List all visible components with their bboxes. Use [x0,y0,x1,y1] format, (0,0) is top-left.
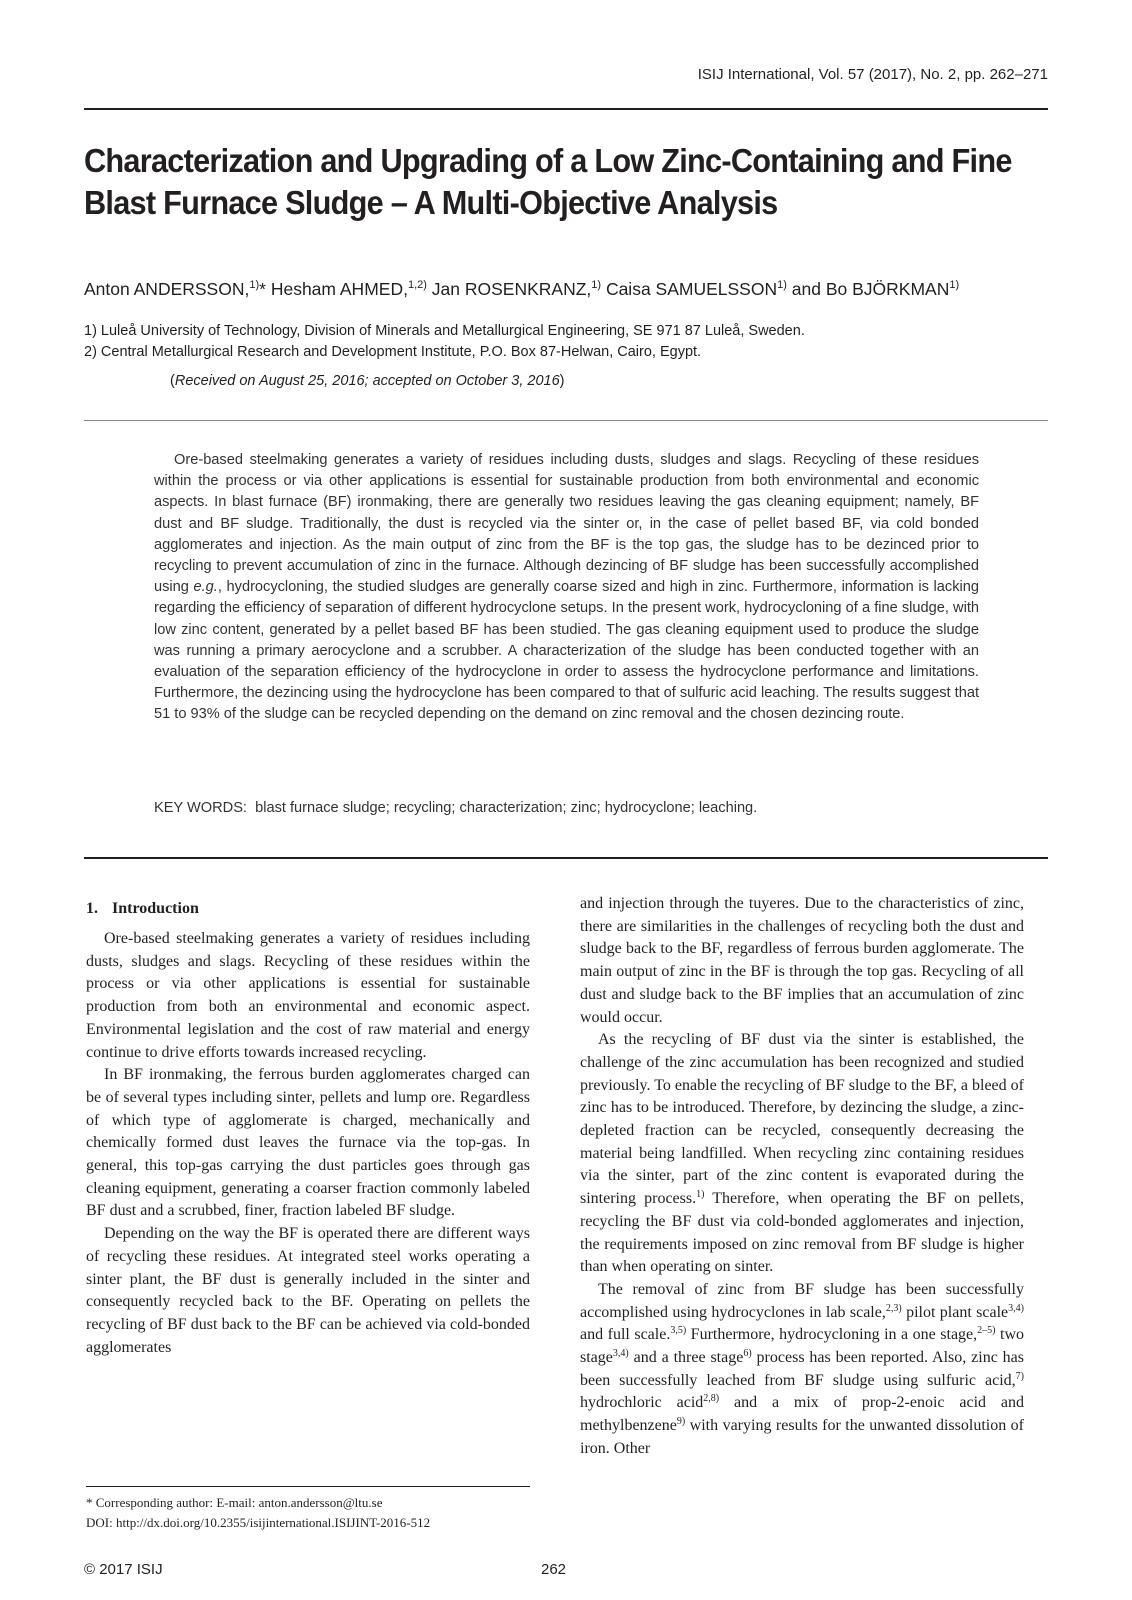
paragraph-text: with varying results for the unwanted dissolution of iron. Other [580,1417,1024,1457]
citation-ref: 3,5) [670,1325,687,1337]
citation-ref: 2–5) [977,1325,996,1337]
received-dates: (Received on August 25, 2016; accepted on October 3, 2016) [170,373,565,389]
title-line-2: Blast Furnace Sludge – A Multi-Objective Analysis [84,184,778,221]
corresponding-author-note: * Corresponding author: E-mail: anton.andersson@ltu.se [86,1495,383,1510]
author-affiliation-ref: 1,2) [407,279,427,291]
affiliation-2: 2) Central Metallurgical Research and Development Institute, P.O. Box 87-Helwan, Cairo, Egypt. [84,344,702,360]
paragraph-text: hydrochloric acid [580,1394,704,1412]
author-name: Anton ANDERSSON, [84,279,250,299]
citation-ref: 2,8) [703,1393,720,1405]
footnotes [86,1493,430,1533]
paragraph: Depending on the way the BF is operated there are different ways of recycling these residues. At integrated steel works operating a sinter plant, the BF dust is generally included in the sinter and consequently recycled back to the BF. Operating on pellets the recycling of BF dust back to the BF can be achieved via cold-bonded agglomerates [86,1225,530,1356]
page-number: 262 [541,1561,567,1578]
keywords-label: KEY WORDS: [154,800,247,816]
abstract-top-rule [84,420,1048,421]
paragraph-text: The removal of zinc from BF sludge has been successfully accomplished using hydrocyclones in lab scale, [580,1280,1024,1321]
author-affiliation-ref: 1) [777,279,787,291]
paragraph-text: pilot plant scale [901,1303,1009,1321]
citation-ref: 1) [696,1189,705,1201]
paragraph: In BF ironmaking, the ferrous burden agglomerates charged can be of several types including sinter, pellets and lump ore. Regardless of which type of agglomerate is charged, mechanically and chemically formed dust leaves the furnace via the top-gas. In general, this top-gas carrying the dust particles goes through gas cleaning equipment, generating a coarser fraction commonly labeled BF dust and a scrubbed, finer, fraction labeled BF sludge. [86,1066,530,1220]
paragraph-text: and full scale. [580,1326,671,1344]
right-column [580,893,1024,1461]
paragraph-text: Therefore, when operating the BF on pellets, recycling the BF dust via cold-bonded agglomerates and injection, the requirements imposed on zinc removal from BF sludge is higher than when operating on sinter. [580,1190,1024,1276]
paragraph [580,1029,1024,1279]
citation-ref: 7) [1015,1370,1024,1382]
paragraph [580,1279,1024,1461]
received-text: Received on August 25, 2016; accepted on October 3, 2016 [174,373,560,389]
paragraph-text: and a mix of prop-2-enoic acid and methylbenzene [580,1394,1024,1435]
author-affiliation-ref: 1) [591,279,602,291]
footnote-rule [86,1486,530,1487]
paragraph-text: and a three stage [628,1349,744,1367]
header-rule [84,108,1048,110]
affiliations [84,321,805,363]
author-affiliation-ref: 1) [949,279,960,291]
paragraph-text: As the recycling of BF dust via the sinter is established, the challenge of the zinc accumulation has been recognized and studied previously. To enable the recycling of BF sludge to the BF, a bleed of zinc has to be introduced. Therefore, by dezincing the sludge, a zinc-depleted fraction can be recycled, consequently decreasing the material being landfilled. When recycling zinc containing residues via the sinter, part of the zinc content is evaporated during the sintering process. [580,1031,1024,1208]
section-title: Introduction [112,900,199,917]
author-list [84,279,959,300]
journal-citation: ISIJ International, Vol. 57 (2017), No. 2, pp. 262–271 [697,66,1048,83]
paragraph: and injection through the tuyeres. Due to the characteristics of zinc, there are similarities in the challenges of recycling both the dust and sludge back to the BF, regardless of ferrous burden agglomerate. The main output of zinc in the BF is through the top gas. Recycling of all dust and sludge back to the BF implies that an accumulation of zinc would occur. [580,895,1024,1026]
author-connector: and [791,279,826,299]
copyright: © 2017 ISIJ [84,1561,163,1578]
abstract-text: Ore-based steelmaking generates a variety of residues including dusts, sludges and slags. Recycling of these residues within the process or via other applications is essential for sustainable production from both environmental and economic aspects. In blast furnace (BF) ironmaking, there are generally two residues leaving the gas cleaning equipment; namely, BF dust and BF sludge. Traditionally, the dust is recycled via the sinter or, in the case of pellet based BF, via cold bonded agglomerates and injection. As the main output of zinc from the BF is the top gas, the sludge has to be dezinced prior to recycling to prevent accumulation of zinc in the furnace. Although dezincing of BF sludge has been successfully accomplished using [154,452,979,596]
citation-ref: 3,4) [1008,1302,1024,1314]
paper-title [84,140,1012,224]
paragraph: Ore-based steelmaking generates a variety of residues including dusts, sludges and slags. Recycling of these residues within the process or via other applications is essential for sustainable production from both an environmental and economic aspect. Environmental legislation and the cost of raw material and energy continue to drive efforts towards increased recycling. [86,930,530,1061]
doi-note: DOI: http://dx.doi.org/10.2355/isijinternational.ISIJINT-2016-512 [86,1515,431,1530]
author-name: Jan ROSENKRANZ, [431,279,592,299]
keywords-text: blast furnace sludge; recycling; characterization; zinc; hydrocyclone; leaching. [255,800,758,816]
title-line-1: Characterization and Upgrading of a Low Zinc-Containing and Fine [84,142,1012,179]
abstract-text: , hydrocycloning, the studied sludges are generally coarse sized and high in zinc. Furthermore, information is lacking regarding the efficiency of separation of different hydrocyclone setups. In the present work, hydrocycloning of a fine sludge, with low zinc content, generated by a pellet based BF has been studied. The gas cleaning equipment used to produce the sludge was running a primary aerocyclone and a scrubber. A characterization of the sludge has been conducted together with an evaluation of the separation efficiency of the hydrocyclone in order to assess the hydrocyclone performance and limitations. Furthermore, the dezincing using the hydrocyclone has been compared to that of sulfuric acid leaching. The results suggest that 51 to 93% of the sludge can be recycled depending on the demand on zinc removal and the chosen dezincing route. [154,579,979,723]
citation-ref: 2,3) [885,1302,902,1314]
keywords [154,800,757,816]
citation-ref: 3,4) [612,1348,629,1360]
paragraph-text: two stage [580,1326,1025,1367]
citation-ref: 9) [676,1416,686,1428]
citation-ref: 6) [743,1348,752,1360]
section-heading [86,900,199,918]
author-name: Bo BJÖRKMAN [825,279,950,299]
author-name: Caisa SAMUELSSON [605,279,778,299]
author-name: Hesham AHMED, [270,279,408,299]
affiliation-1: 1) Luleå University of Technology, Division of Minerals and Metallurgical Engineering, SE 971 87 Luleå, Sweden. [84,323,805,339]
abstract-italic: e.g. [193,579,218,596]
abstract [154,450,979,726]
section-number: 1. [86,900,98,917]
paragraph-text: Furthermore, hydrocycloning in a one stage, [686,1326,978,1344]
author-affiliation-ref: 1) [249,279,260,291]
left-column [86,928,530,1359]
paragraph-text: process has been reported. Also, zinc has been successfully leached from BF sludge using sulfuric acid, [580,1349,1025,1389]
abstract-bottom-rule [84,857,1048,859]
author-separator: * [259,279,271,299]
